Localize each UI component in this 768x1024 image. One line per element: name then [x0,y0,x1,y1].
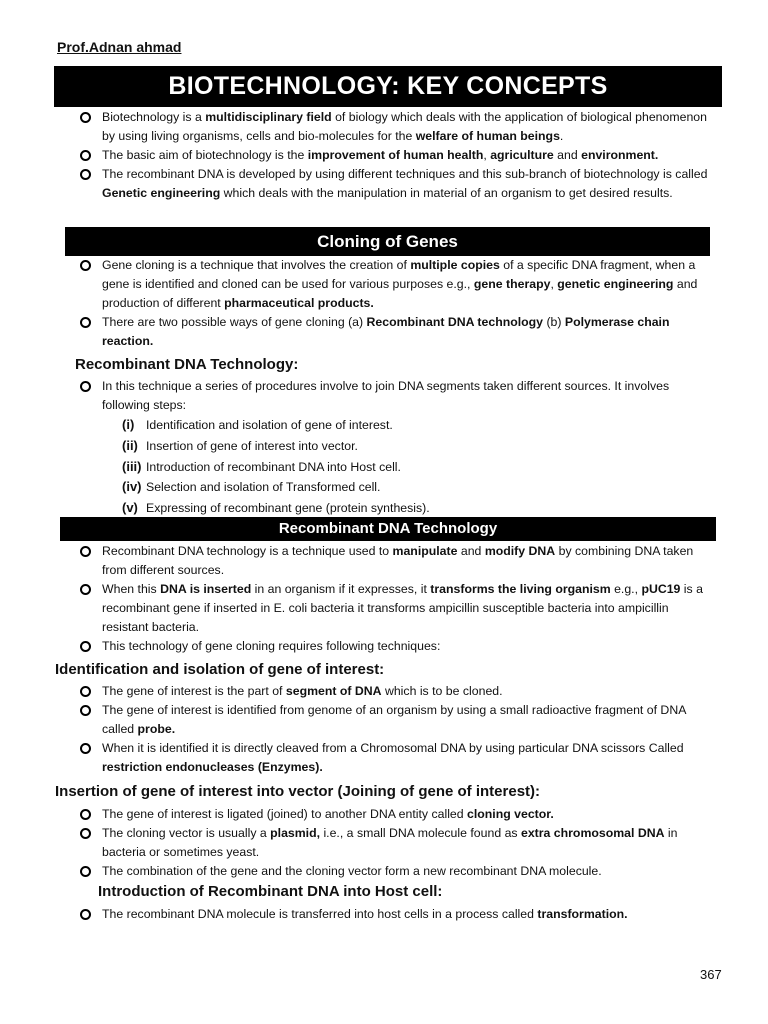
list-item: The cloning vector is usually a plasmid, i.e., a small DNA molecule found as extra chromosomal DNA in bacteria or sometimes yeast. [78,824,714,862]
bullet-circle-icon [80,686,91,697]
bullet-circle-icon [80,381,91,392]
bullet-circle-icon [80,641,91,652]
bullet-circle-icon [80,317,91,328]
list-item: The gene of interest is the part of segment of DNA which is to be cloned. [78,682,714,701]
list-item: When this DNA is inserted in an organism if it expresses, it transforms the living organism e.g., pUC19 is a recombinant gene if inserted in E. coli bacteria it transforms ampicillin susceptible bacteria into ampicillin resistant bacteria. [78,580,718,637]
section-heading-rdna: Recombinant DNA Technology [60,517,716,541]
page-number: 367 [700,967,722,982]
author-name: Prof.Adnan ahmad [57,39,182,55]
list-item: The combination of the gene and the cloning vector form a new recombinant DNA molecule. [78,862,714,881]
bullet-circle-icon [80,584,91,595]
bullet-circle-icon [80,828,91,839]
bullet-circle-icon [80,169,91,180]
subheading-identification: Identification and isolation of gene of interest: [55,661,385,678]
recombinant-intro-list [78,377,718,415]
bullet-circle-icon [80,546,91,557]
intro-bullet-list [78,108,720,203]
list-item: The basic aim of biotechnology is the improvement of human health, agriculture and environment. [78,146,720,165]
step-item: (v) Expressing of recombinant gene (protein synthesis). [122,500,430,516]
steps-list [122,415,430,519]
bullet-circle-icon [80,705,91,716]
bullet-circle-icon [80,260,91,271]
step-item: (i) Identification and isolation of gene of interest. [122,417,393,432]
section-heading-cloning: Cloning of Genes [65,227,710,256]
insertion-bullet-list [78,805,714,881]
list-item: The recombinant DNA is developed by using different techniques and this sub-branch of biotechnology is called Genetic engineering which deals with the manipulation in material of an organism to get desired results. [78,165,720,203]
list-item: In this technique a series of procedures involve to join DNA segments taken different sources. It involves following steps: [78,377,718,415]
introduction-bullet-list [78,905,714,924]
step-item: (ii) Insertion of gene of interest into vector. [122,437,358,453]
list-item: This technology of gene cloning requires following techniques: [78,637,718,656]
subheading-introduction: Introduction of Recombinant DNA into Host cell: [98,883,443,900]
page-title: BIOTECHNOLOGY: KEY CONCEPTS [54,66,722,107]
list-item: Recombinant DNA technology is a technique used to manipulate and modify DNA by combining DNA taken from different sources. [78,542,718,580]
step-item: (iii) Introduction of recombinant DNA into Host cell. [122,458,401,474]
identification-bullet-list [78,682,714,777]
list-item: The recombinant DNA molecule is transferred into host cells in a process called transformation. [78,905,714,924]
subheading-insertion: Insertion of gene of interest into vector (Joining of gene of interest): [55,783,541,800]
list-item: Biotechnology is a multidisciplinary field of biology which deals with the application of biological phenomenon by using living organisms, cells and bio-molecules for the welfare of human beings. [78,108,720,146]
list-item: Gene cloning is a technique that involves the creation of multiple copies of a specific DNA fragment, when a gene is identified and cloned can be used for various purposes e.g., gene therapy, genetic engineering and production of different pharmaceutical products. [78,256,702,313]
rdna-bullet-list [78,542,718,656]
list-item: The gene of interest is ligated (joined) to another DNA entity called cloning vector. [78,805,714,824]
list-item: There are two possible ways of gene cloning (a) Recombinant DNA technology (b) Polymerase chain reaction. [78,313,702,351]
list-item: The gene of interest is identified from genome of an organism by using a small radioactive fragment of DNA called probe. [78,701,714,739]
list-item: When it is identified it is directly cleaved from a Chromosomal DNA by using particular DNA scissors Called restriction endonucleases (Enzymes). [78,739,714,777]
bullet-circle-icon [80,150,91,161]
step-item: (iv) Selection and isolation of Transformed cell. [122,479,381,495]
bullet-circle-icon [80,866,91,877]
bullet-circle-icon [80,909,91,920]
cloning-bullet-list [78,256,702,351]
bullet-circle-icon [80,743,91,754]
bullet-circle-icon [80,112,91,123]
subheading-recombinant: Recombinant DNA Technology: [75,356,299,373]
bullet-circle-icon [80,809,91,820]
